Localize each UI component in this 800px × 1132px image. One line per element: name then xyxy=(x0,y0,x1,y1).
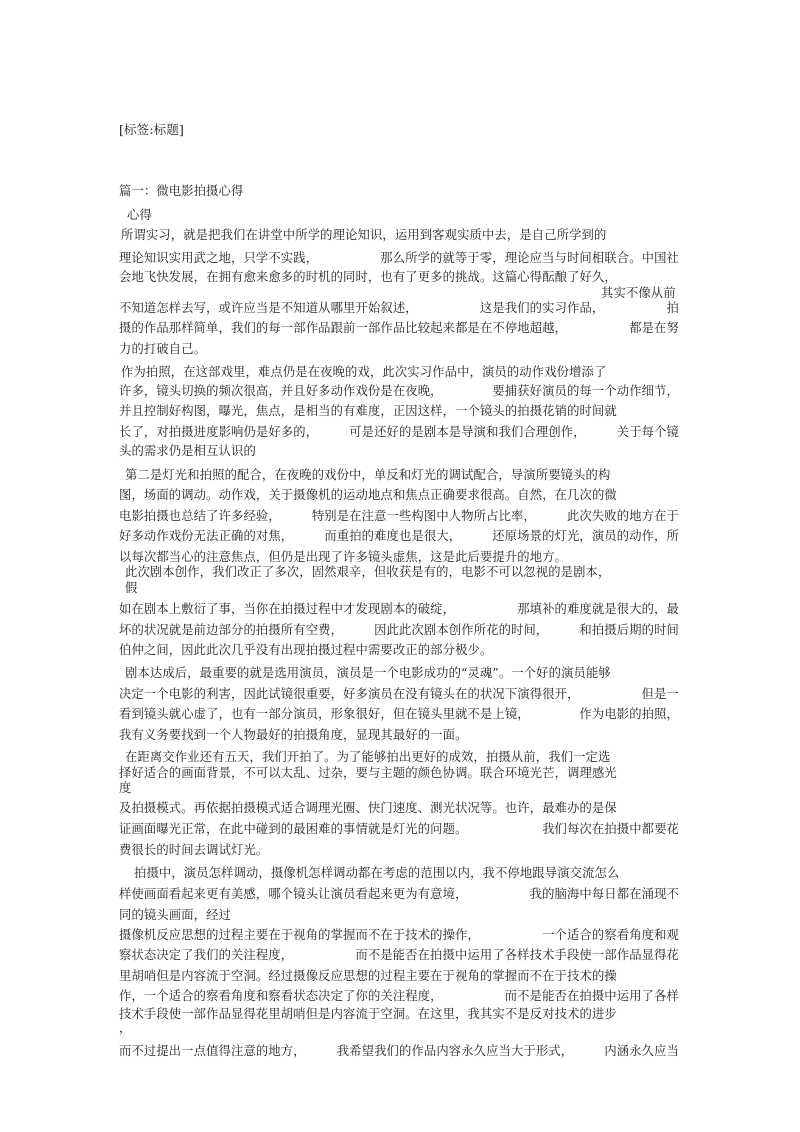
line-segment: 察状态决定了我们的关注程度， xyxy=(119,948,294,962)
body-line xyxy=(119,800,700,816)
line-segment: 电影拍摄也总结了许多经验， xyxy=(119,509,281,523)
body-line xyxy=(125,665,700,681)
line-segment: 我们每次在拍摄中都要花 xyxy=(542,822,679,836)
line-segment: 作，一个适合的察看角度和察看状态决定了你的关注程度， xyxy=(119,989,443,1003)
line-segment: 及拍摄模式。再依据拍摄模式适合调理光圈、快门速度、测光状况等。也许，最难办的是保 xyxy=(119,801,617,815)
line-segment: 度 xyxy=(119,781,132,795)
body-line xyxy=(119,642,700,658)
line-segment: 此次剧本创作，我们改正了多次，固然艰辛，但收获是有的，电影不可以忽视的是剧本， xyxy=(125,565,611,579)
line-segment: 剧本达成后，最重要的就是选用演员，演员是一个电影成功的 xyxy=(125,666,462,680)
line-segment: 而不过提出一点值得注意的地方， xyxy=(119,1044,306,1058)
line-segment: 特别是在注意一些构图中人物所占比率， xyxy=(311,509,536,523)
body-line xyxy=(119,927,679,943)
body-line xyxy=(601,285,700,301)
line-segment: 同的镜头画面，经过 xyxy=(119,908,232,922)
body-line xyxy=(119,842,700,858)
body-line xyxy=(119,383,679,399)
line-segment: 第二是灯光和拍照的配合，在夜晚的戏份中，单反和灯光的调试配合，导演所要镜头的构 xyxy=(125,468,611,482)
line-segment: 其实不像从前 xyxy=(601,286,676,300)
line-segment: 长了，对拍摄进度影响仍是好多的， xyxy=(119,425,319,439)
line-segment: 好多动作戏份无法正确的对焦， xyxy=(119,529,294,543)
line-segment: 如在剧本上敷衍了事，当你在拍摄过程中才发现剧本的破绽， xyxy=(119,602,456,616)
line-segment: 关于每个镜 xyxy=(616,425,679,439)
body-line xyxy=(119,403,700,419)
line-segment: 假 xyxy=(125,581,138,595)
line-segment: 伯仲之间，因此此次几乎没有出现拍摄过程中需要改正的部分极少。 xyxy=(119,643,493,657)
line-segment: 并且控制好构图，曝光，焦点，是相当的有难度，正因这样，一个镜头的拍摄花销的时间就 xyxy=(119,404,617,418)
body-line xyxy=(119,988,679,1004)
line-segment: 所谓实习，就是把我们在讲堂中所学的理论知识，运用到客观实质中去，是自己所学到的 xyxy=(121,228,607,242)
line-segment: 但是一 xyxy=(641,687,679,701)
body-line xyxy=(119,907,700,923)
body-line xyxy=(119,727,700,743)
line-segment: 都是在努 xyxy=(629,321,679,335)
line-segment: 技术手段使一部作品显得花里胡哨但是内容流于空洞。在这里，我其实不是反对技术的进步 xyxy=(119,1007,617,1021)
body-line xyxy=(119,601,679,617)
line-segment: 一个适合的察看角度和观 xyxy=(542,928,679,942)
line-segment: 不知道怎样去写，或许应当是不知道从哪里开始叙述， xyxy=(119,301,418,315)
line-segment: 还原场景的灯光，演员的动作，所 xyxy=(492,529,679,543)
line-segment: ， xyxy=(119,1021,132,1035)
document-subheading: 心得 xyxy=(127,208,152,222)
body-line xyxy=(119,821,679,837)
line-segment: 看到镜头就心虚了，也有一部分演员，形象很好，但在镜头里就不是上镜， xyxy=(119,707,530,721)
body-line xyxy=(119,706,679,722)
line-segment: 要捕获好演员的每一个动作细节， xyxy=(492,384,679,398)
body-line xyxy=(121,364,700,380)
body-line xyxy=(134,865,700,881)
body-line xyxy=(119,1043,679,1059)
body-line xyxy=(119,424,679,440)
line-segment: 择好适合的画面背景，不可以太乱、过杂，要与主题的颜色协调。联合环境光芒，调理感光 xyxy=(119,766,617,780)
body-line xyxy=(119,528,679,544)
line-segment: 而重拍的难度也是很大， xyxy=(324,529,462,543)
line-segment: 许多，镜头切换的频次很高，并且好多动作戏份是在夜晚， xyxy=(119,384,443,398)
line-segment: 样使画面看起来更有美感，哪个镜头让演员看起来更为有意境， xyxy=(119,887,468,901)
line-segment: 而不是能否在拍摄中运用了各样 xyxy=(504,989,679,1003)
body-line xyxy=(119,1020,700,1036)
body-line xyxy=(119,947,679,963)
line-segment: 内涵永久应当 xyxy=(604,1044,679,1058)
line-segment: 在距离交作业还有五天，我们开拍了。为了能够拍出更好的成效，拍摄从前，我们一定选 xyxy=(125,750,611,764)
line-segment: “灵魂”。一个好的演员能够 xyxy=(461,666,611,680)
line-segment: 费很长的时间去调试灯光。 xyxy=(119,843,269,857)
line-segment: 那填补的难度就是很大的，最 xyxy=(517,602,679,616)
body-line xyxy=(119,968,700,984)
line-segment: 力的打破自己。 xyxy=(119,342,207,356)
body-line xyxy=(119,250,679,266)
body-line xyxy=(119,886,679,902)
line-segment: 头的需求仍是相互认识的 xyxy=(119,444,256,458)
body-line xyxy=(119,686,679,702)
line-segment: 作为电影的拍照， xyxy=(579,707,679,721)
body-line xyxy=(119,780,700,796)
line-segment: 我有义务要找到一个人物最好的拍摄角度，显现其最好的一面。 xyxy=(119,728,468,742)
line-segment: 拍摄中，演员怎样调动，摄像机怎样调动都在考虑的范围以内， xyxy=(134,866,483,880)
line-segment: 此次失败的地方在于 xyxy=(566,509,679,523)
body-line xyxy=(119,320,679,336)
body-line xyxy=(119,549,700,565)
line-segment: 作为拍照，在这部戏里，难点仍是在夜晚的戏，此次实习作品中，演员的动作戏份增添了 xyxy=(121,365,607,379)
tag-line: [标签:标题] xyxy=(119,122,185,137)
body-line xyxy=(121,227,700,243)
line-segment: 理论知识实用武之地，只学不实践， xyxy=(119,251,319,265)
body-line xyxy=(119,508,679,524)
document-heading: 篇一：微电影拍摄心得 xyxy=(119,184,244,198)
body-line xyxy=(119,622,679,638)
body-line xyxy=(119,300,679,316)
line-segment: 坏的状况就是前边部分的拍摄所有空费， xyxy=(119,623,344,637)
line-segment: 我希望我们的作品内容永久应当大于形式， xyxy=(336,1044,574,1058)
body-line xyxy=(119,443,700,459)
body-line xyxy=(125,580,700,596)
line-segment: 图，场面的调动。动作戏，关于摄像机的运动地点和焦点正确要求很高。自然，在几次的微 xyxy=(119,488,617,502)
line-segment: 里胡哨但是内容流于空洞。经过摄像反应思想的过程主要在于视角的掌握而不在于技术的操 xyxy=(119,969,617,983)
line-segment: 证画面曝光正常，在此中碰到的最困难的事情就是灯光的问题。 xyxy=(119,822,468,836)
line-segment: 会地飞快发展，在拥有愈来愈多的时机的同时，也有了更多的挑战。这篇心得酝酿了好久， xyxy=(119,270,617,284)
body-line xyxy=(125,564,700,580)
line-segment: 因此此次剧本创作所花的时间， xyxy=(374,623,549,637)
line-segment: 这是我们的实习作品， xyxy=(479,301,605,315)
line-segment: 以每次都当心的注意焦点，但仍是出现了许多镜头虚焦，这是此后要提升的地方。 xyxy=(119,550,568,564)
body-line xyxy=(119,341,700,357)
line-segment: 那么所学的就等于零，理论应当与时间相联合。中国社 xyxy=(380,251,679,265)
line-segment: 我不停地跟导演交流怎么 xyxy=(482,866,620,880)
body-line xyxy=(119,269,700,285)
line-segment: 拍 xyxy=(666,301,679,315)
line-segment: 我的脑海中每日都在涌现不 xyxy=(529,887,679,901)
line-segment: 可是还好的是剧本是导演和我们合理创作， xyxy=(349,425,586,439)
body-line xyxy=(125,467,700,483)
body-line xyxy=(125,749,700,765)
body-line xyxy=(119,487,700,503)
line-segment: 摄像机反应思想的过程主要在于视角的掌握而不在于技术的操作， xyxy=(119,928,480,942)
line-segment: 而不是能否在拍摄中运用了各样技术手段使一部作品显得花 xyxy=(355,948,679,962)
body-line xyxy=(119,765,700,781)
line-segment: 和拍摄后期的时间 xyxy=(579,623,679,637)
line-segment: 决定一个电影的利害，因此试镜很重要，好多演员在没有镜头在的状况下演得很开， xyxy=(119,687,580,701)
line-segment: 摄的作品那样简单，我们的每一部作品跟前一部作品比较起来都是在不停地超越， xyxy=(119,321,568,335)
